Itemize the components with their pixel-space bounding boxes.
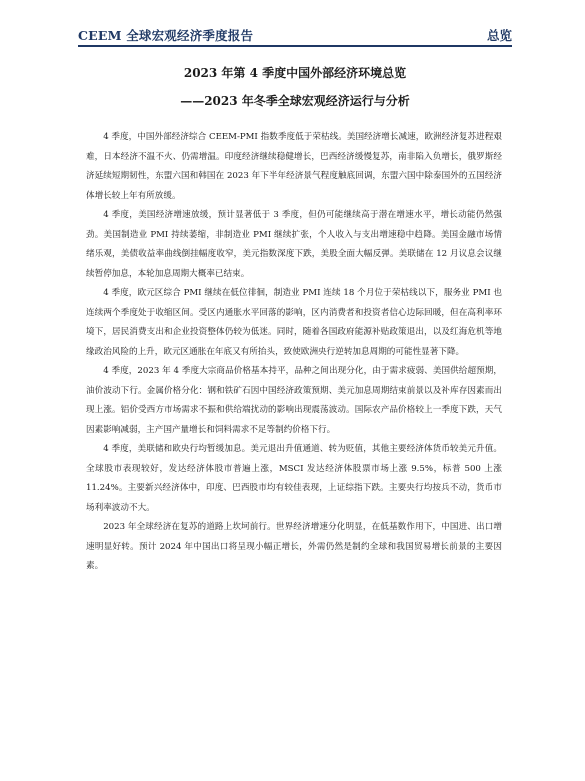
- paragraph-outlook: 2023 年全球经济在复苏的道路上坎坷前行。世界经济增速分化明显，在低基数作用下，中国进、出口增速明显好转。预计 2024 年中国出口将呈现小幅正增长，外需仍然是制约全球和我国贸易增长前景的主要因素。: [86, 522, 502, 571]
- paragraph-commodities: 4 季度，2023 年 4 季度大宗商品价格基本持平，品种之间出现分化，由于需求疲弱、美国供给超预期，油价波动下行。金属价格分化：钢和铁矿石因中国经济政策预期、美元加息周期结束前景以及补库存因素而出现上涨。铝价受西方市场需求不振和供给端扰动的影响出现震荡波动。国际农产品价格较上一季度下跌，天气因素影响减弱，主产国产量增长和饲料需求不足等制约价格下行。: [86, 366, 502, 435]
- document-title: 2023 年第 4 季度中国外部经济环境总览: [183, 66, 407, 80]
- paragraph-eurozone: 4 季度，欧元区综合 PMI 继续在低位徘徊，制造业 PMI 连续 18 个月位于荣枯线以下，服务业 PMI 也连续两个季度处于收缩区间。受区内通胀水平回落的影响，区内消费者和投资者信心边际回暖，但在高利率环境下，居民消费支出和企业投资整体仍较为低迷。同时，随着各国政府能源补贴政策退出，以及红海危机等地缘政治风险的上升，欧元区通胀在年底又有所抬头，致使欧洲央行逆转加息周期的可能性显著下降。: [86, 288, 502, 357]
- section-label: 总览: [486, 28, 512, 43]
- report-series-title: CEEM 全球宏观经济季度报告: [78, 28, 254, 43]
- paragraph-us: 4 季度，美国经济增速放缓，预计显著低于 3 季度，但仍可能继续高于潜在增速水平，增长动能仍然强劲。美国制造业 PMI 持续萎缩，非制造业 PMI 继续扩张，个人收入与支出增速稳中趋降。美国金融市场情绪乐观，美债收益率曲线倒挂幅度收窄，美元指数深度下跌，美股全面大幅反弹。美联储在 12 月议息会议继续暂停加息，本轮加息周期大概率已结束。: [86, 210, 502, 279]
- page-header: [78, 26, 512, 46]
- document-subtitle: ——2023 年冬季全球宏观经济运行与分析: [180, 94, 410, 108]
- paragraph-overview: 4 季度，中国外部经济综合 CEEM-PMI 指数季度低于荣枯线。美国经济增长减速，欧洲经济复苏进程艰难，日本经济不温不火、仍需增温。印度经济继续稳健增长，巴西经济缓慢复苏，南非陷入负增长，俄罗斯经济延续短期韧性，东盟六国和韩国在 2023 年下半年经济景气程度触底回调，东盟六国中除泰国外的五国经济体增长较上年有所放缓。: [86, 132, 502, 201]
- paragraph-financial-markets: 4 季度，美联储和欧央行均暂缓加息。美元退出升值通道、转为贬值，其他主要经济体货币较美元升值。全球股市表现较好，发达经济体股市普遍上涨，MSCI 发达经济体股票市场上涨 9.5%，标普 500 上涨 11.24%。主要新兴经济体中，印度、巴西股市均有较佳表现，上证综指下跌。主要央行均按兵不动，货币市场利率波动不大。: [86, 444, 502, 513]
- document-body: [86, 128, 502, 577]
- header-rule: [78, 45, 512, 47]
